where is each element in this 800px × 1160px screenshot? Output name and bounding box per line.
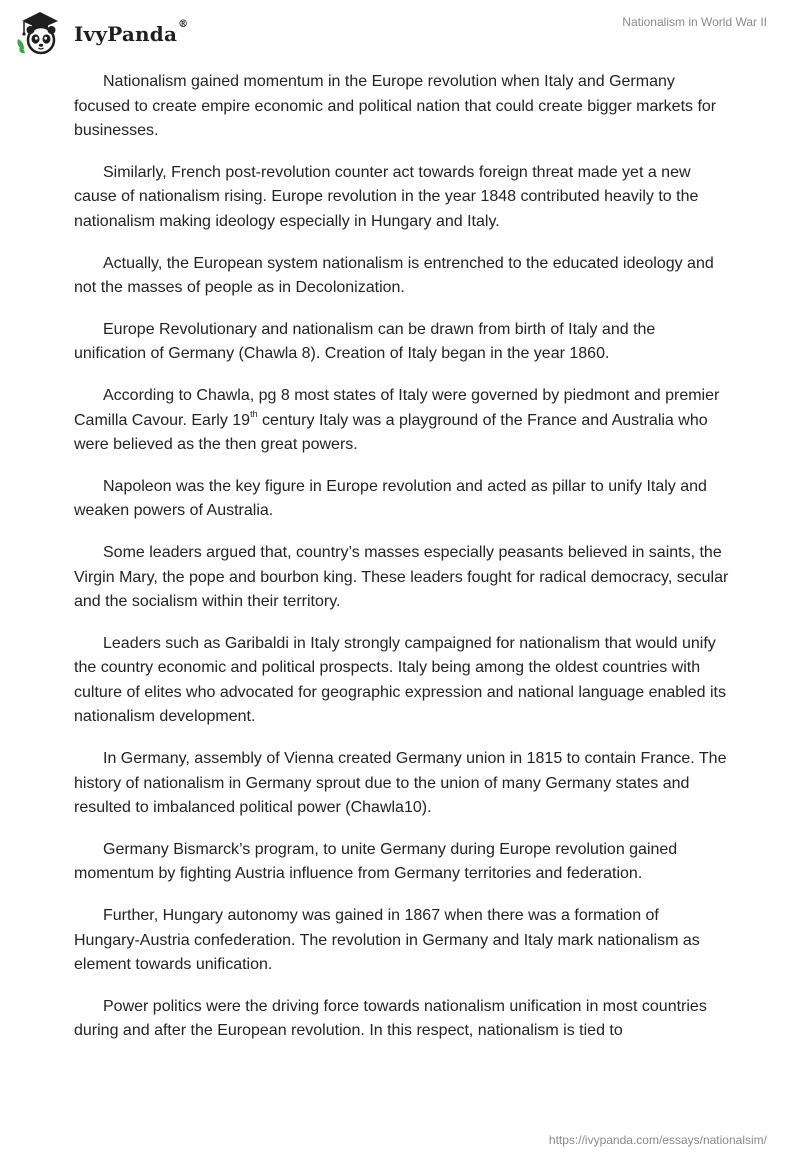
paragraph: Leaders such as Garibaldi in Italy strongly campaigned for nationalism that would unify the country economic and political prospects. Italy being among the oldest countries with culture of elites who advocated for geographic expression and national language enabled its nationalism development.: [74, 634, 726, 726]
document-title: Nationalism in World War II: [622, 15, 767, 29]
paragraph-text: According to Chawla, pg 8 most states of Italy were governed by piedmont and premier Camilla Cavour. Early 19: [74, 386, 720, 429]
essay-body: [74, 70, 729, 1061]
ordinal-superscript: th: [250, 409, 258, 420]
paragraph: Napoleon was the key figure in Europe revolution and acted as pillar to unify Italy and weaken powers of Australia.: [74, 477, 707, 520]
paragraph: Actually, the European system nationalism is entrenched to the educated ideology and not the masses of people as in Decolonization.: [74, 254, 714, 297]
paragraph: Power politics were the driving force towards nationalism unification in most countries during and after the European revolution. In this respect, nationalism is tied to: [74, 997, 707, 1040]
paragraph: Further, Hungary autonomy was gained in 1867 when there was a formation of Hungary-Austria confederation. The revolution in Germany and Italy mark nationalism as element towards unification.: [74, 907, 700, 974]
source-url-link[interactable]: https://ivypanda.com/essays/nationalsim/: [548, 1133, 767, 1147]
paragraph: In Germany, assembly of Vienna created Germany union in 1815 to contain France. The history of nationalism in Germany sprout due to the union of many Germany states and resulted to imbalanced political power (Chawla10).: [74, 750, 727, 817]
paragraph: Nationalism gained momentum in the Europe revolution when Italy and Germany focused to create empire economic and political nation that could create bigger markets for businesses.: [74, 73, 717, 140]
paragraph: Similarly, French post-revolution counter act towards foreign threat made yet a new cause of nationalism rising. Europe revolution in the year 1848 contributed heavily to the nationalism making ideology especially in Hungary and Italy.: [74, 163, 699, 230]
page-header: [0, 0, 800, 66]
paragraph: Some leaders argued that, country’s masses especially peasants believed in saints, the Virgin Mary, the pope and bourbon king. These leaders fought for radical democracy, secular and the socialism within their territory.: [74, 543, 729, 611]
paragraph-text: century Italy was a playground of the France and Australia who were believed as the then great powers.: [74, 411, 708, 454]
paragraph: Europe Revolutionary and nationalism can be drawn from birth of Italy and the unification of Germany (Chawla 8). Creation of Italy began in the year 1860.: [74, 320, 656, 363]
paragraph: [74, 384, 729, 458]
ivypanda-logo[interactable]: [14, 8, 188, 58]
brand-name: IvyPanda®: [74, 19, 189, 46]
panda-graduate-logo-icon: [14, 9, 68, 57]
paragraph: Germany Bismarck’s program, to unite Germany during Europe revolution gained momentum by fighting Austria influence from Germany territories and federation.: [74, 840, 678, 883]
registered-mark: ®: [178, 19, 189, 30]
